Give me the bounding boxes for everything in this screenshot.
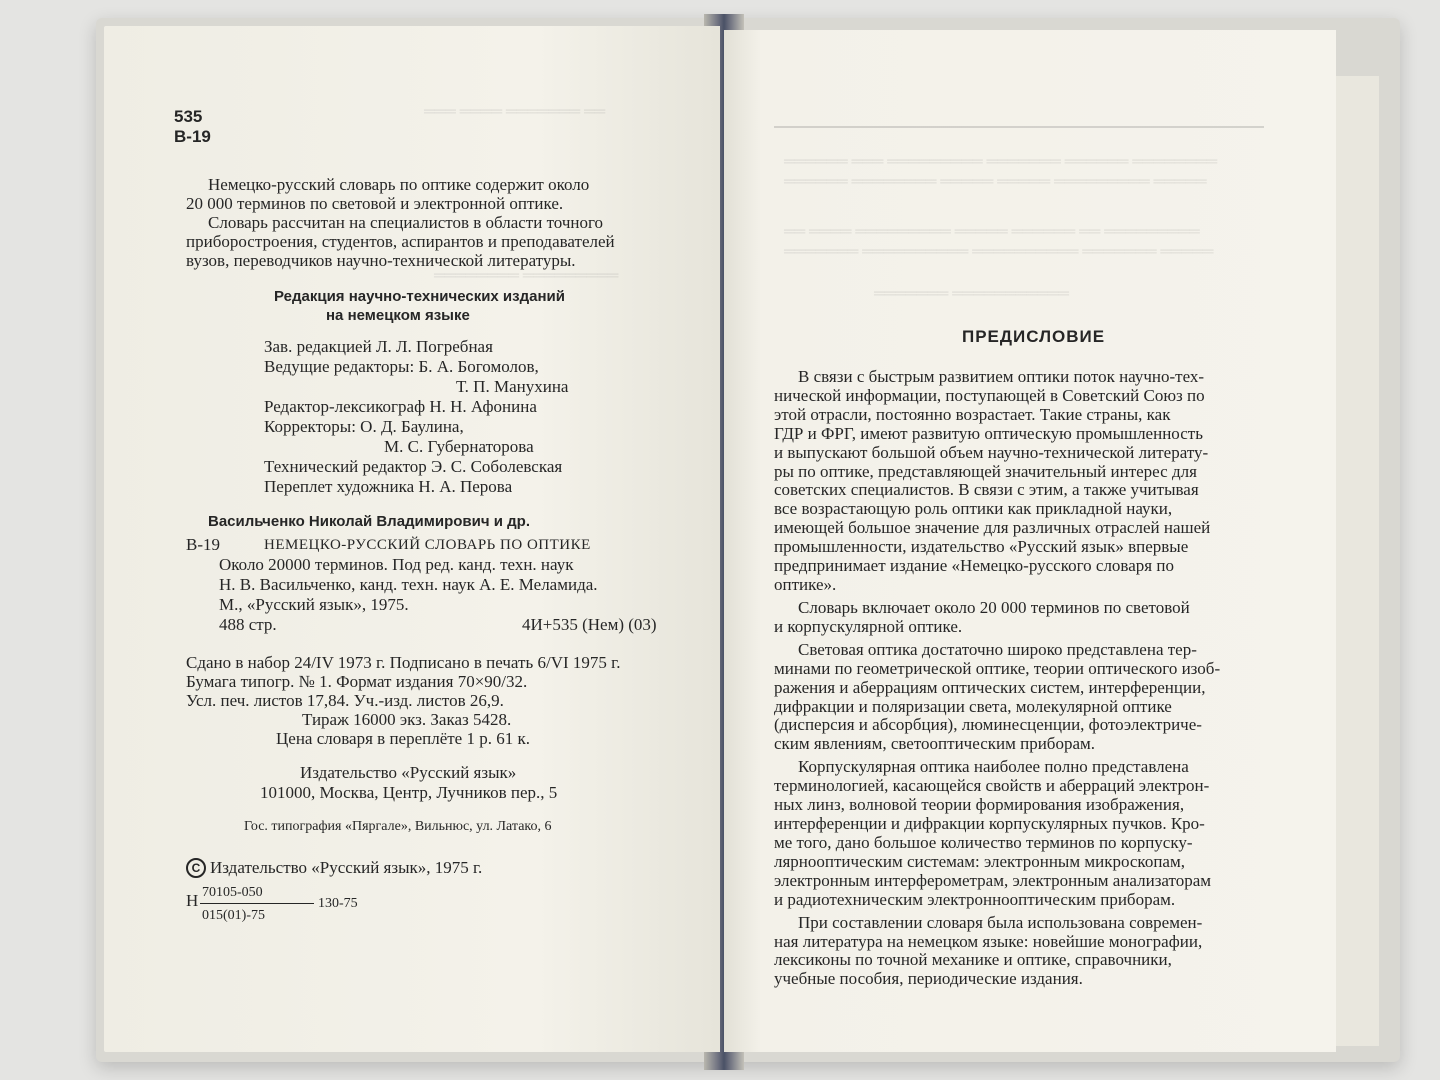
annotation-line: 20 000 терминов по световой и электронной оптике. xyxy=(186,194,564,213)
preface-line: Словарь включает около 20 000 терминов по световой xyxy=(798,597,1190,617)
staff-line: Зав. редакцией Л. Л. Погребная xyxy=(264,337,493,356)
imprint-line: Цена словаря в переплёте 1 р. 61 к. xyxy=(276,729,530,748)
preface-line: Световая оптика достаточно широко представлена тер- xyxy=(798,639,1197,659)
fraction-bar xyxy=(200,903,314,904)
annotation-line: Немецко-русский словарь по оптике содержит около xyxy=(208,175,590,194)
show-through-text: ═══════ ═══════════ xyxy=(874,286,1070,302)
editorial-office-title: Редакция научно-технических изданий xyxy=(274,288,565,305)
udc-code: 535 xyxy=(174,107,203,126)
catalog-index: В-19 xyxy=(186,535,220,554)
show-through-text: ════════ ═════════ xyxy=(434,268,619,284)
preface-line: минами по геометрической оптике, теории оптического изоб- xyxy=(774,658,1221,678)
preface-line: нической информации, поступающей в Советский Союз по xyxy=(774,385,1205,405)
imprint-line: Тираж 16000 экз. Заказ 5428. xyxy=(302,710,512,729)
preface-line: лексиконы по точной механике и оптике, справочники, xyxy=(774,950,1172,970)
preface-line: промышленности, издательство «Русский язык» впервые xyxy=(774,537,1189,557)
preface-heading: ПРЕДИСЛОВИЕ xyxy=(962,327,1106,346)
preface-line: ражения и аберрациям оптических систем, интерференции, xyxy=(774,677,1206,697)
catalog-line: Около 20000 терминов. Под ред. канд. техн. наук xyxy=(219,555,574,574)
staff-line: Редактор-лексикограф Н. Н. Афонина xyxy=(264,397,537,416)
copyright-text: Издательство «Русский язык», 1975 г. xyxy=(210,858,483,877)
code-denominator: 015(01)-75 xyxy=(202,908,265,923)
preface-line: учебные пособия, периодические издания. xyxy=(774,969,1083,989)
show-through-text: ══ ════ ═════════ ═════ ══════ ══ ═════════ xyxy=(784,224,1200,240)
imprint-line: Сдано в набор 24/IV 1973 г. Подписано в печать 6/VI 1975 г. xyxy=(186,653,621,672)
preface-line: и выпускают большой объем научно-технической литерату- xyxy=(774,442,1209,462)
code-letter: Н xyxy=(186,891,199,910)
preface-line: ная литература на немецком языке: новейшие монографии, xyxy=(774,931,1203,951)
catalog-line: М., «Русский язык», 1975. xyxy=(219,595,409,614)
preface-line: интерференции и дифракции корпускулярных пучков. Кро- xyxy=(774,814,1205,833)
left-page xyxy=(104,26,720,1052)
staff-line: Корректоры: О. Д. Баулина, xyxy=(264,417,464,436)
preface-line: ским явлениям, светооптическим приборам. xyxy=(774,734,1096,754)
annotation-line: Словарь рассчитан на специалистов в области точного xyxy=(208,213,604,232)
show-through-text: ══════ ════════ ═════ ═════ ═════════ ═════ xyxy=(784,174,1207,190)
staff-line: М. С. Губернаторова xyxy=(384,437,534,456)
catalog-line: Н. В. Васильченко, канд. техн. наук А. Е. Меламида. xyxy=(219,575,598,594)
preface-line: предпринимает издание «Немецко-русского словаря по xyxy=(774,556,1174,575)
catalog-title: НЕМЕЦКО-РУССКИЙ СЛОВАРЬ ПО ОПТИКЕ xyxy=(264,537,591,553)
preface-line: и корпускулярной оптике. xyxy=(774,616,963,636)
publisher-name: Издательство «Русский язык» xyxy=(300,763,517,782)
staff-line: Переплет художника Н. А. Перова xyxy=(264,477,513,496)
code-numerator: 70105-050 xyxy=(202,885,263,900)
printer-line: Гос. типография «Пяргале», Вильнюс, ул. Латако, 6 xyxy=(244,819,552,834)
preface-line: имеющей большое значение для различных отраслей нашей xyxy=(774,518,1211,538)
preface-line: В связи с быстрым развитием оптики поток научно-тех- xyxy=(798,367,1205,386)
show-through-rule xyxy=(774,126,1264,128)
page-count: 488 стр. xyxy=(219,615,277,634)
preface-line: ме того, дано большое количество терминов по корпуску- xyxy=(774,832,1193,852)
page-edges xyxy=(1334,76,1379,1046)
imprint-line: Усл. печ. листов 17,84. Уч.-изд. листов 26,9. xyxy=(186,691,504,710)
publisher-address: 101000, Москва, Центр, Лучников пер., 5 xyxy=(260,783,558,802)
bbk-index: В-19 xyxy=(174,127,211,146)
show-through-text: ══════ ═══ ═════════ ═══════ ══════ ════════ xyxy=(784,154,1218,170)
preface-line: лярнооптическим системам: электронным микроскопам, xyxy=(774,851,1185,871)
staff-line: Т. П. Манухина xyxy=(456,377,569,396)
preface-line: (дисперсия и абсорбция), люминесценции, фотоэлектриче- xyxy=(774,715,1202,735)
author-line: Васильченко Николай Владимирович и др. xyxy=(208,513,530,530)
staff-line: Ведущие редакторы: Б. А. Богомолов, xyxy=(264,357,539,376)
show-through-text: ═══════ ══════════ ══════════ ═══════ ═════ xyxy=(784,244,1214,260)
preface-line: оптике». xyxy=(774,574,837,594)
preface-line: Корпускулярная оптика наиболее полно представлена xyxy=(798,757,1189,777)
classification-code: 4И+535 (Нем) (03) xyxy=(522,615,657,634)
preface-line: этой отрасли, постоянно возрастает. Такие страны, как xyxy=(774,404,1171,424)
preface-line: ры по оптике, представляющей значительный интерес для xyxy=(774,461,1197,481)
preface-line: терминологией, касающейся свойств и аберраций электрон- xyxy=(774,776,1210,796)
show-through-text: ═══ ════ ═══════ ══ xyxy=(424,104,606,120)
preface-line: советских специалистов. В связи с этим, а также учитывая xyxy=(774,480,1199,500)
annotation-line: приборостроения, студентов, аспирантов и преподавателей xyxy=(186,232,615,251)
preface-line: При составлении словаря была использована современ- xyxy=(798,912,1203,932)
staff-line: Технический редактор Э. С. Соболевская xyxy=(264,457,563,476)
preface-line: все возрастающую роль оптики как прикладной науки, xyxy=(774,499,1173,519)
editorial-office-title: на немецком языке xyxy=(326,307,470,324)
imprint-line: Бумага типогр. № 1. Формат издания 70×90/32. xyxy=(186,672,528,691)
code-suffix: 130-75 xyxy=(318,896,358,911)
annotation-line: вузов, переводчиков научно-технической литературы. xyxy=(186,251,576,270)
right-page xyxy=(724,30,1336,1052)
preface-line: дифракции и поляризации света, молекулярной оптике xyxy=(774,696,1172,716)
preface-line: и радиотехническим электроннооптическим приборам. xyxy=(774,889,1176,909)
preface-line: ных линз, волновой теории формирования изображения, xyxy=(774,795,1185,815)
preface-line: электронным интерферометрам, электронным анализаторам xyxy=(774,870,1212,890)
copyright-icon: C xyxy=(186,858,206,878)
preface-line: ГДР и ФРГ, имеют развитую оптическую промышленность xyxy=(774,423,1203,443)
